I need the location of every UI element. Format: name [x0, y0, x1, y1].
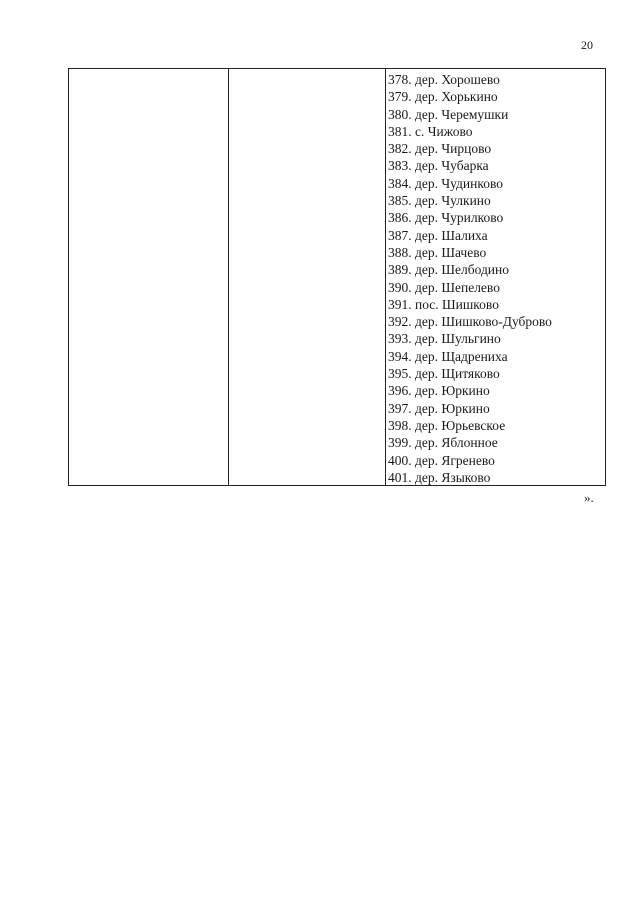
- settlement-list-item: 386. дер. Чурилково: [388, 210, 504, 226]
- settlement-list-item: 390. дер. Шепелево: [388, 279, 500, 295]
- settlement-list-item: 387. дер. Шалиха: [388, 227, 488, 243]
- page-number: 20: [581, 38, 593, 52]
- settlement-list-item: 383. дер. Чубарка: [388, 158, 489, 174]
- settlement-list-item: 401. дер. Языково: [388, 469, 491, 485]
- settlement-list-item: 393. дер. Шульгино: [388, 331, 501, 347]
- settlement-list-item: 378. дер. Хорошево: [388, 72, 500, 87]
- settlement-list-item: 391. пос. Шишково: [388, 296, 499, 312]
- settlement-list-item: 395. дер. Щитяково: [388, 366, 500, 382]
- settlement-list-item: 400. дер. Ягренево: [388, 452, 495, 468]
- settlement-list-item: 394. дер. Щадрениха: [388, 348, 508, 364]
- settlement-list: [388, 71, 605, 486]
- settlement-list-item: 379. дер. Хорькино: [388, 89, 498, 105]
- settlement-list-item: 398. дер. Юрьевское: [388, 417, 506, 433]
- settlement-list-item: 381. с. Чижово: [388, 123, 473, 139]
- table-column-settlements: [386, 69, 605, 485]
- settlement-list-item: 384. дер. Чудинково: [388, 175, 504, 191]
- closing-quote-mark: ».: [584, 490, 594, 505]
- settlement-list-item: 397. дер. Юркино: [388, 400, 490, 416]
- table-column-1: [69, 69, 229, 485]
- settlement-list-item: 382. дер. Чирцово: [388, 141, 492, 157]
- settlement-list-item: 396. дер. Юркино: [388, 383, 490, 399]
- settlement-list-item: 392. дер. Шишково-Дуброво: [388, 314, 552, 330]
- settlement-list-item: 388. дер. Шачево: [388, 244, 487, 260]
- table-column-2: [229, 69, 386, 485]
- settlements-table: [68, 68, 606, 486]
- settlement-list-item: 380. дер. Черемушки: [388, 106, 509, 122]
- settlement-list-item: 389. дер. Шелбодино: [388, 262, 510, 278]
- settlement-list-item: 385. дер. Чулкино: [388, 193, 491, 209]
- settlement-list-item: 399. дер. Яблонное: [388, 435, 498, 451]
